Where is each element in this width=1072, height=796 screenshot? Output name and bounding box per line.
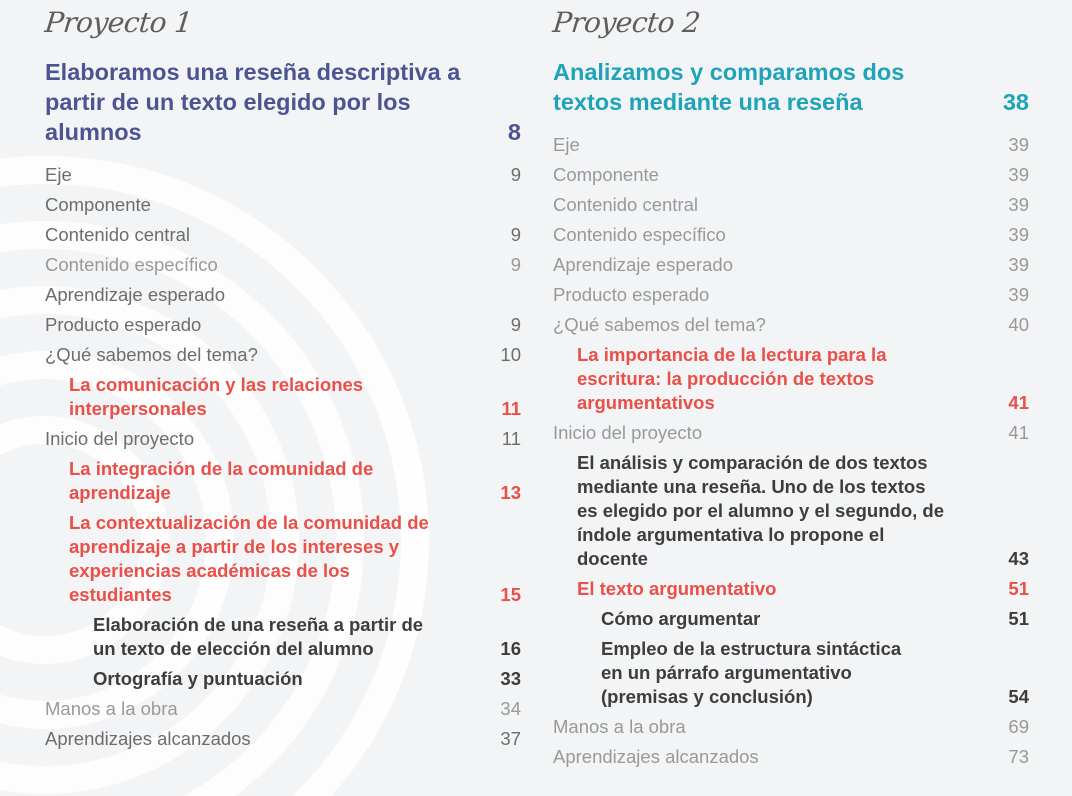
project-1-title-text: Elaboramos una reseña descriptiva a partir de un texto elegido por los alumnos [45,59,461,145]
toc-entry-page: 41 [1008,422,1029,443]
toc-entry-text: Empleo de la estructura sintáctica en un párrafo argumentativo (premisas y conclusión) [601,638,902,707]
toc-entry-page: 13 [500,482,521,503]
toc-entry-page: 16 [500,638,521,659]
toc-entry-text: Aprendizajes alcanzados [45,728,251,749]
toc-entry-highlight[interactable] [45,454,521,508]
toc-entry-text: Manos a la obra [45,698,178,719]
toc-entry-text: La contextualización de la comunidad de aprendizaje a partir de los intereses y experiencias académicas de los estudiantes [69,512,429,605]
toc-entry-text: Aprendizaje esperado [45,284,225,305]
toc-entry[interactable] [45,160,521,190]
toc-entry-page: 34 [500,698,521,719]
toc-entry-sub[interactable] [45,664,521,694]
toc-entry[interactable] [45,340,521,370]
toc-entry[interactable] [553,310,1029,340]
toc-entry-page: 9 [510,224,521,245]
toc-entry-page: 37 [500,728,521,749]
toc-entry[interactable] [553,742,1029,772]
toc-entry[interactable] [45,190,521,220]
toc-entry-highlight[interactable] [45,508,521,610]
toc-entry-highlight[interactable] [45,370,521,424]
toc-entry-page: 51 [1008,608,1029,629]
toc-entry-page: 39 [1008,134,1029,155]
toc-entry-page: 11 [501,428,521,449]
toc-entry-text: Contenido central [45,224,191,245]
toc-entry-highlight[interactable] [553,340,1029,418]
toc-entry-page: 33 [500,668,521,689]
project-2-toc [553,130,1029,772]
toc-entry-sub[interactable] [553,604,1029,634]
toc-entry-text: Producto esperado [553,284,710,305]
project-1-title-page: 8 [507,119,521,145]
toc-entry-page: 39 [1008,194,1029,215]
project-1-label: Proyecto 1 [43,6,194,39]
toc-entry[interactable] [553,130,1029,160]
toc-entry[interactable] [45,694,521,724]
toc-entry[interactable] [553,220,1029,250]
toc-entry-page: 39 [1008,224,1029,245]
toc-entry-page: 41 [1008,392,1029,413]
toc-entry[interactable] [553,712,1029,742]
toc-entry[interactable] [553,280,1029,310]
toc-entry-page: 11 [501,398,521,419]
toc-entry[interactable] [45,724,521,754]
toc-entry-text: ¿Qué sabemos del tema? [553,314,766,335]
toc-entry[interactable] [45,220,521,250]
toc-entry-text: La importancia de la lectura para la escritura: la producción de textos argumentativos [577,344,887,413]
toc-entry-text: La comunicación y las relaciones interpersonales [69,374,364,419]
toc-entry[interactable] [45,280,521,310]
toc-entry[interactable] [553,190,1029,220]
toc-entry-sub[interactable] [553,448,1029,574]
toc-entry[interactable] [553,418,1029,448]
toc-entry-highlight[interactable] [553,574,1029,604]
toc-entry-page: 39 [1008,164,1029,185]
toc-entry-page: 9 [510,314,521,335]
toc-entry-sub[interactable] [45,610,521,664]
toc-entry-page: 69 [1008,716,1029,737]
toc-entry-page: 9 [510,164,521,185]
toc-entry-text: Eje [45,164,72,185]
toc-entry-text: Manos a la obra [553,716,686,737]
toc-entry-page: 40 [1008,314,1029,335]
toc-entry-page: 73 [1008,746,1029,767]
project-2-title[interactable] [553,57,1029,117]
toc-entry-text: Cómo argumentar [601,608,761,629]
toc-entry-page: 39 [1008,284,1029,305]
toc-entry[interactable] [45,424,521,454]
toc-entry-text: Ortografía y puntuación [93,668,303,689]
toc-entry-page: 54 [1008,686,1029,707]
project-2-title-text: Analizamos y comparamos dos textos mediante una reseña [553,59,905,115]
toc-entry-page: 39 [1008,254,1029,275]
toc-entry-text: Aprendizaje esperado [553,254,733,275]
toc-entry-page: 10 [500,344,521,365]
toc-entry-sub[interactable] [553,634,1029,712]
toc-entry-page: 15 [500,584,521,605]
toc-entry-text: El texto argumentativo [577,578,777,599]
toc-entry-text: Elaboración de una reseña a partir de un texto de elección del alumno [93,614,424,659]
toc-entry-page: 9 [510,254,521,275]
toc-entry[interactable] [553,250,1029,280]
toc-entry-text: Aprendizajes alcanzados [553,746,759,767]
toc-entry-text: Inicio del proyecto [45,428,195,449]
toc-entry-text: Contenido central [553,194,699,215]
toc-entry-text: La integración de la comunidad de aprendizaje [69,458,374,503]
toc-entry-text: Contenido específico [553,224,726,245]
project-1-title[interactable] [45,57,521,147]
toc-entry-text: Inicio del proyecto [553,422,703,443]
toc-entry-text: Componente [553,164,659,185]
toc-entry-page: 43 [1008,548,1029,569]
toc-entry[interactable] [553,160,1029,190]
project-2-title-page: 38 [1002,89,1029,115]
toc-entry[interactable] [45,310,521,340]
toc-entry-text: Producto esperado [45,314,202,335]
toc-entry-text: Componente [45,194,151,215]
project-1-toc [45,160,521,754]
project-2-label: Proyecto 2 [551,6,702,39]
toc-entry[interactable] [45,250,521,280]
toc-entry-text: ¿Qué sabemos del tema? [45,344,258,365]
toc-entry-text: Contenido específico [45,254,218,275]
toc-entry-text: El análisis y comparación de dos textos mediante una reseña. Uno de los textos es elegido por el alumno y el segundo, de índole argumentativa lo propone el docente [577,452,944,569]
toc-entry-page: 51 [1008,578,1029,599]
toc-entry-text: Eje [553,134,580,155]
